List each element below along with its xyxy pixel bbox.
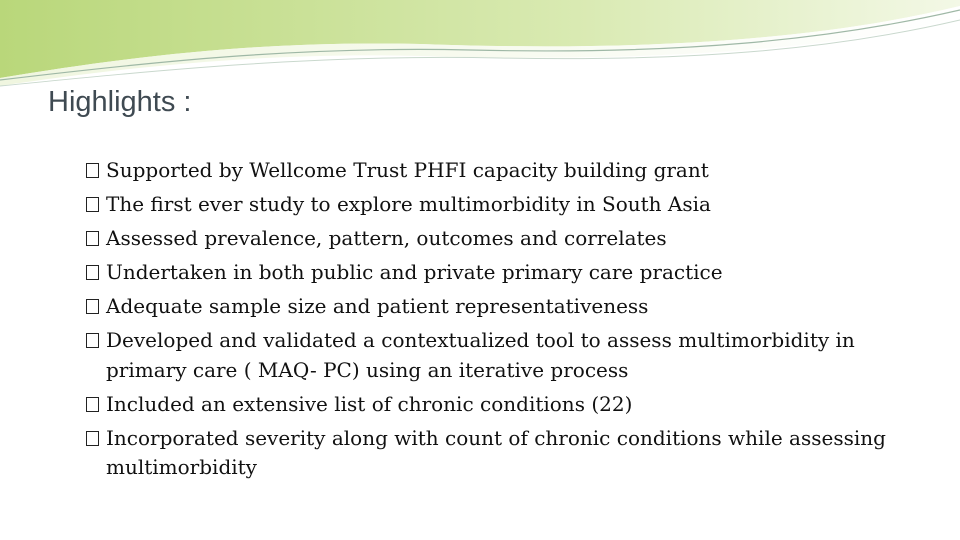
bullet-text: Included an extensive list of chronic conditions (22) <box>106 391 633 416</box>
list-item <box>86 258 926 288</box>
bullet-text: Supported by Wellcome Trust PHFI capacity building grant <box>106 158 709 182</box>
list-item <box>86 190 926 220</box>
bullet-text: Developed and validated a contextualized tool to assess multimorbidity in primary care ( MAQ- PC) using an iterative process <box>106 328 855 382</box>
bullet-box-icon <box>86 163 99 178</box>
list-item <box>86 224 926 254</box>
list-item <box>86 390 926 420</box>
list-item <box>86 326 926 385</box>
bullet-box-icon <box>86 397 99 412</box>
bullet-text: Incorporated severity along with count of chronic conditions while assessing multimorbidity <box>106 425 886 479</box>
bullet-box-icon <box>86 299 99 314</box>
highlights-list <box>86 156 926 487</box>
bullet-text: Adequate sample size and patient representativeness <box>106 294 649 318</box>
slide-title: Highlights : <box>48 86 192 118</box>
bullet-text: Assessed prevalence, pattern, outcomes and correlates <box>106 226 667 250</box>
bullet-box-icon <box>86 431 99 446</box>
list-item <box>86 156 926 186</box>
bullet-box-icon <box>86 231 99 246</box>
bullet-box-icon <box>86 333 99 348</box>
bullet-text: Undertaken in both public and private primary care practice <box>106 260 723 284</box>
list-item <box>86 292 926 322</box>
bullet-box-icon <box>86 197 99 212</box>
bullet-text: The first ever study to explore multimorbidity in South Asia <box>106 192 711 216</box>
bullet-box-icon <box>86 265 99 280</box>
list-item <box>86 424 926 483</box>
